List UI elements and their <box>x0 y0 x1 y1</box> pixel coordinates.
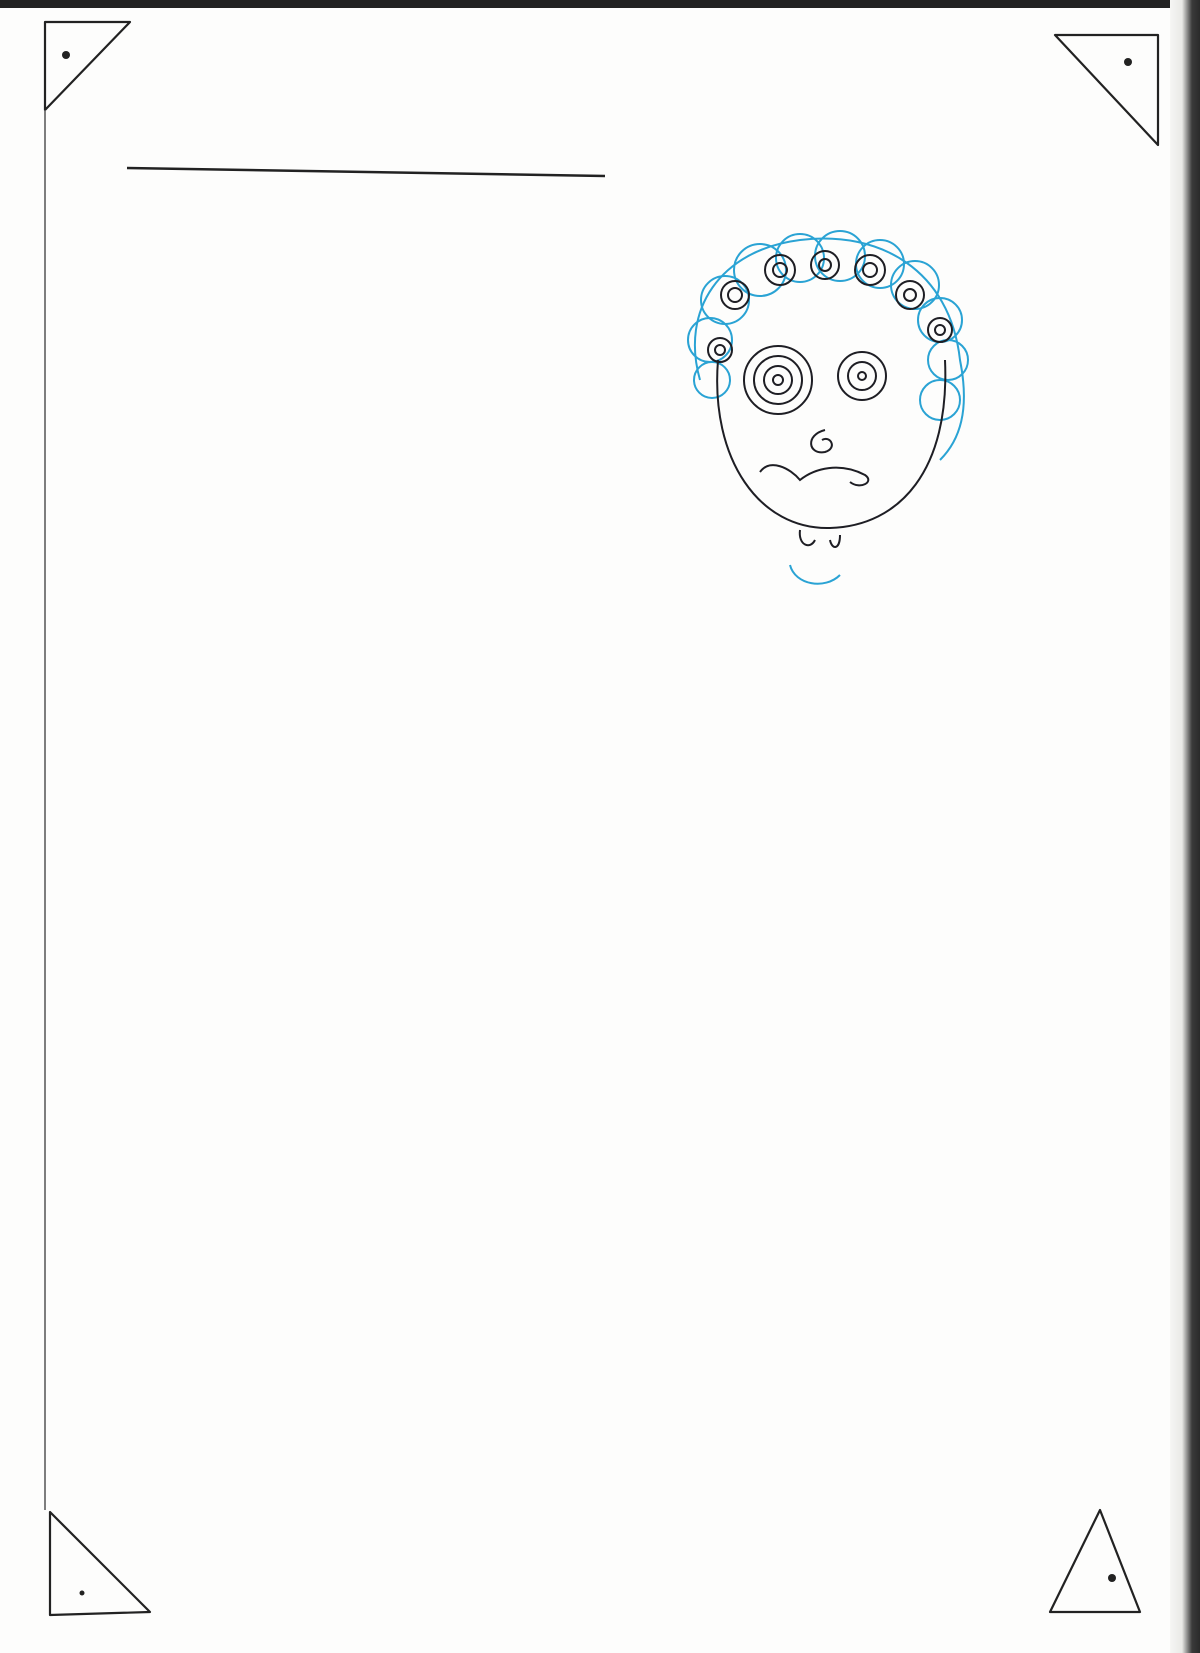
corner-triangle-top-right <box>1055 35 1158 145</box>
corner-triangle-bottom-right <box>1050 1510 1140 1612</box>
face-doodle <box>640 190 1020 610</box>
title-underline <box>127 168 605 176</box>
corner-triangle-bottom-left <box>50 1512 150 1615</box>
corner-triangle-top-left <box>45 22 130 110</box>
